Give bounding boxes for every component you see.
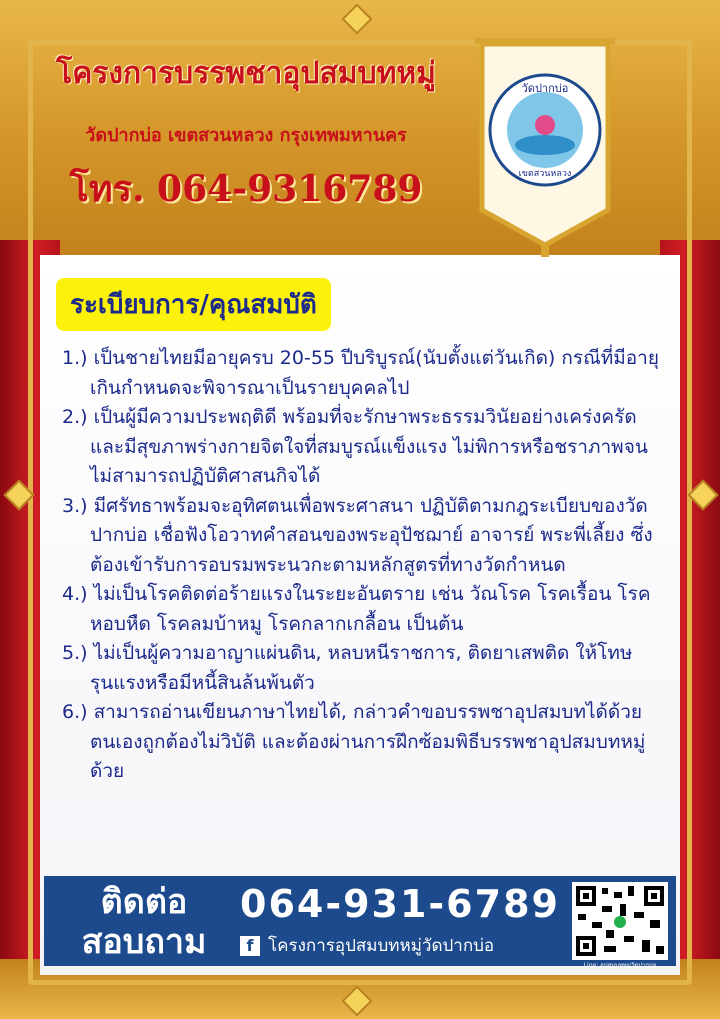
temple-logo-banner xyxy=(470,30,620,260)
rule-item-2: 2.) เป็นผู้มีความประพฤติดี พร้อมที่จะรักษาพระธรรมวินัยอย่างเคร่งครัด และมีสุขภาพร่างกายจิตใจที่สมบูรณ์แข็งแรง ไม่พิการหรือชราภาพจนไม่สามารถปฏิบัติศาสนกิจได้ xyxy=(62,406,648,487)
facebook-page-name: โครงการอุปสมบทหมู่วัดปากบ่อ xyxy=(268,936,495,956)
facebook-icon: f xyxy=(240,936,260,956)
line-qr-code[interactable] xyxy=(572,882,668,960)
contact-label-line1: ติดต่อ xyxy=(100,882,188,922)
facebook-link[interactable] xyxy=(240,932,494,959)
rule-item-6: 6.) สามารถอ่านเขียนภาษาไทยได้, กล่าวคำขอบรรพชาอุปสมบทได้ด้วยตนเองถูกต้องไม่วิบัติ และต้องผ่านการฝึกซ้อมพิธีบรรพชาอุปสมบทหมู่ด้วย xyxy=(62,701,646,782)
rule-item-5: 5.) ไม่เป็นผู้ความอาญาแผ่นดิน, หลบหนีราชการ, ติดยาเสพติด ให้โทษรุนแรงหรือมีหนี้สินล้นพ้นตัว xyxy=(62,642,633,694)
section-title-badge: ระเบียบการ/คุณสมบัติ xyxy=(56,278,331,331)
logo-text-bottom: เขตสวนหลวง xyxy=(518,169,572,179)
contact-phone[interactable]: 064-931-6789 xyxy=(240,882,560,926)
project-title: โครงการบรรพชาอุปสมบทหมู่ xyxy=(56,56,436,91)
rule-item-3: 3.) มีศรัทธาพร้อมจะอุทิศตนเพื่อพระศาสนา ปฏิบัติตามกฎระเบียบของวัดปากบ่อ เชื่อฟังโอวาทคำสอนของพระอุปัชฌาย์ อาจารย์ พระพี่เลี้ยง ซึ่งต้องเข้ารับการอบรมพระนวกะตามหลักสูตรที่ทางวัดกำหนด xyxy=(62,494,653,576)
contact-label-line2: สอบถาม xyxy=(81,922,207,962)
rule-item-1: 1.) เป็นชายไทยมีอายุครบ 20-55 ปีบริบูรณ์(นับตั้งแต่วันเกิด) กรณีที่มีอายุเกินกำหนดจะพิจารณาเป็นรายบุคคลไป xyxy=(62,347,659,399)
rule-item-4: 4.) ไม่เป็นโรคติดต่อร้ายแรงในระยะอันตราย เช่น วัณโรค โรคเรื้อน โรคหอบหืด โรคลมบ้าหมู โรคกลากเกลื้อน เป็นต้น xyxy=(62,583,651,635)
qr-note: Line: อุปสมบทหมู่วัดปากบ่อ xyxy=(583,962,657,969)
rules-list xyxy=(62,344,662,787)
contact-bar xyxy=(44,876,676,969)
logo-text-top: วัดปากบ่อ xyxy=(521,82,569,95)
header-phone: โทร. 064-9316789 xyxy=(69,168,423,210)
temple-location: วัดปากบ่อ เขตสวนหลวง กรุงเทพมหานคร xyxy=(85,125,407,146)
contact-label xyxy=(54,882,234,962)
